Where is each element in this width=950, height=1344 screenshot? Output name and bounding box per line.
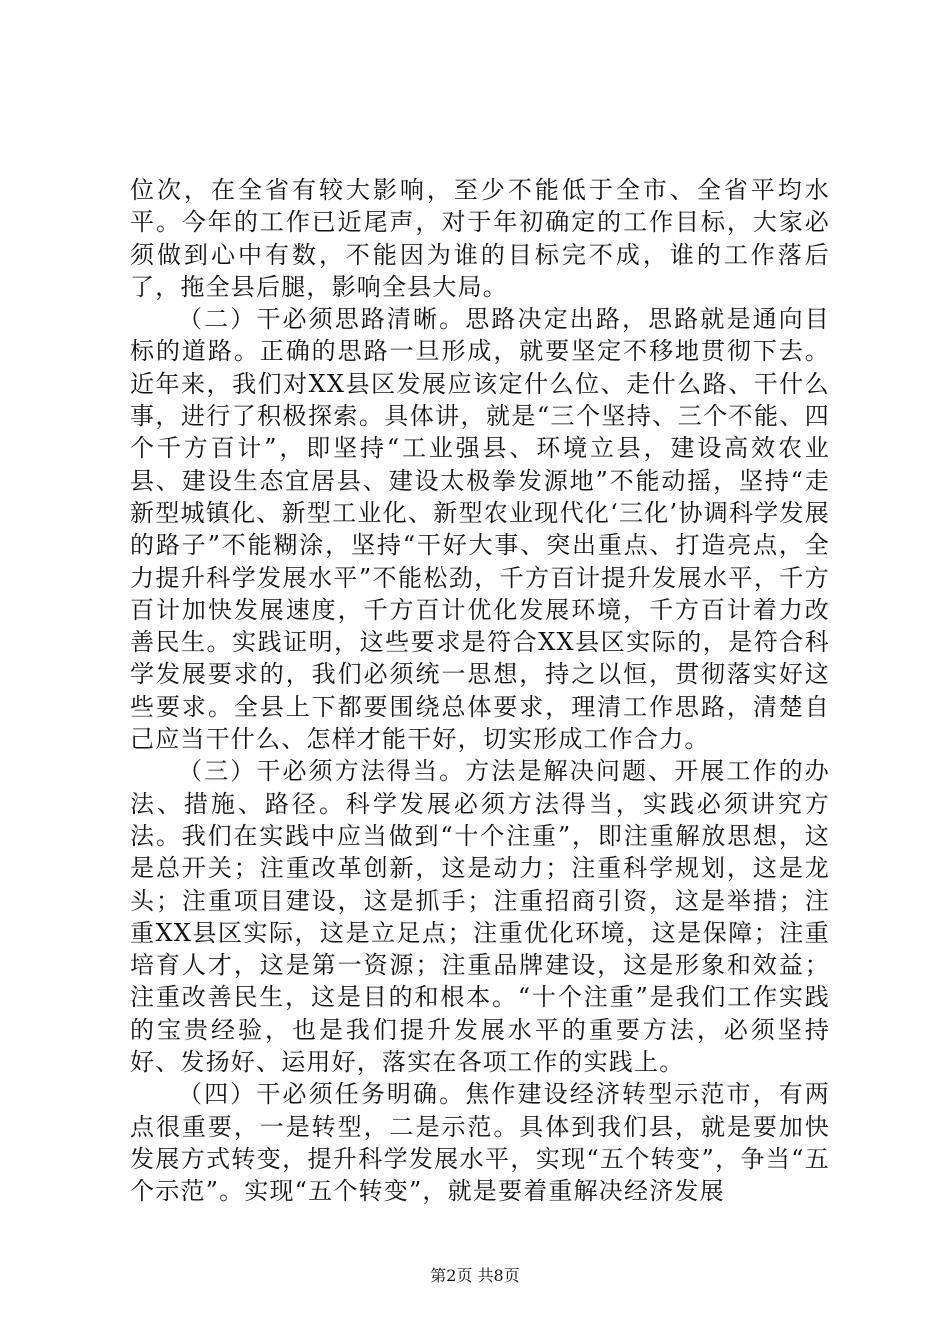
- paragraph-3-section-three: （三）干必须方法得当。方法是解决问题、开展工作的办法、措施、路径。科学发展必须方法得当，实践必须讲究方法。我们在实践中应当做到“十个注重”，即注重解放思想，这是总开关；注重改革创新，这是动力；注重科学规划，这是龙头；注重项目建设，这是抓手；注重招商引资，这是举措；注重XX县区实际，这是立足点；注重优化环境，这是保障；注重培育人才，这是第一资源；注重品牌建设，这是形象和效益；注重改善民生，这是目的和根本。“十个注重”是我们工作实践的宝贵经验，也是我们提升发展水平的重要方法，必须坚持好、发扬好、运用好，落实在各项工作的实践上。: [130, 757, 830, 1077]
- paragraph-2-section-two: （二）干必须思路清晰。思路决定出路，思路就是通向目标的道路。正确的思路一旦形成，就要坚定不移地贯彻下去。近年来，我们对XX县区发展应该定什么位、走什么路、干什么事，进行了积极探索。具体讲，就是“三个坚持、三个不能、四个千方百计”，即坚持“工业强县、环境立县，建设高效农业县、建设生态宜居县、建设太极拳发源地”不能动摇，坚持“走新型城镇化、新型工业化、新型农业现代化‘三化’协调科学发展的路子”不能糊涂，坚持“干好大事、突出重点、打造亮点，全力提升科学发展水平”不能松劲，千方百计提升发展水平，千方百计加快发展速度，千方百计优化发展环境，千方百计着力改善民生。实践证明，这些要求是符合XX县区实际的，是符合科学发展要求的，我们必须统一思想，持之以恒，贯彻落实好这些要求。全县上下都要围绕总体要求，理清工作思路，清楚自己应当干什么、怎样才能干好，切实形成工作合力。: [130, 305, 830, 754]
- paragraph-4-section-four: （四）干必须任务明确。焦作建设经济转型示范市，有两点很重要，一是转型，二是示范。具体到我们县，就是要加快发展方式转变，提升科学发展水平，实现“五个转变”，争当“五个示范”。实现“五个转变”，就是要着重解决经济发展: [130, 1080, 830, 1206]
- page-number-label: 第2页 共8页: [430, 1266, 520, 1285]
- paragraph-1: 位次，在全省有较大影响，至少不能低于全市、全省平均水平。今年的工作已近尾声，对于年初确定的工作目标，大家必须做到心中有数，不能因为谁的目标完不成，谁的工作落后了，拖全县后腿，影响全县大局。: [130, 176, 830, 301]
- document-body: [130, 174, 830, 1208]
- page-footer: [0, 1266, 950, 1286]
